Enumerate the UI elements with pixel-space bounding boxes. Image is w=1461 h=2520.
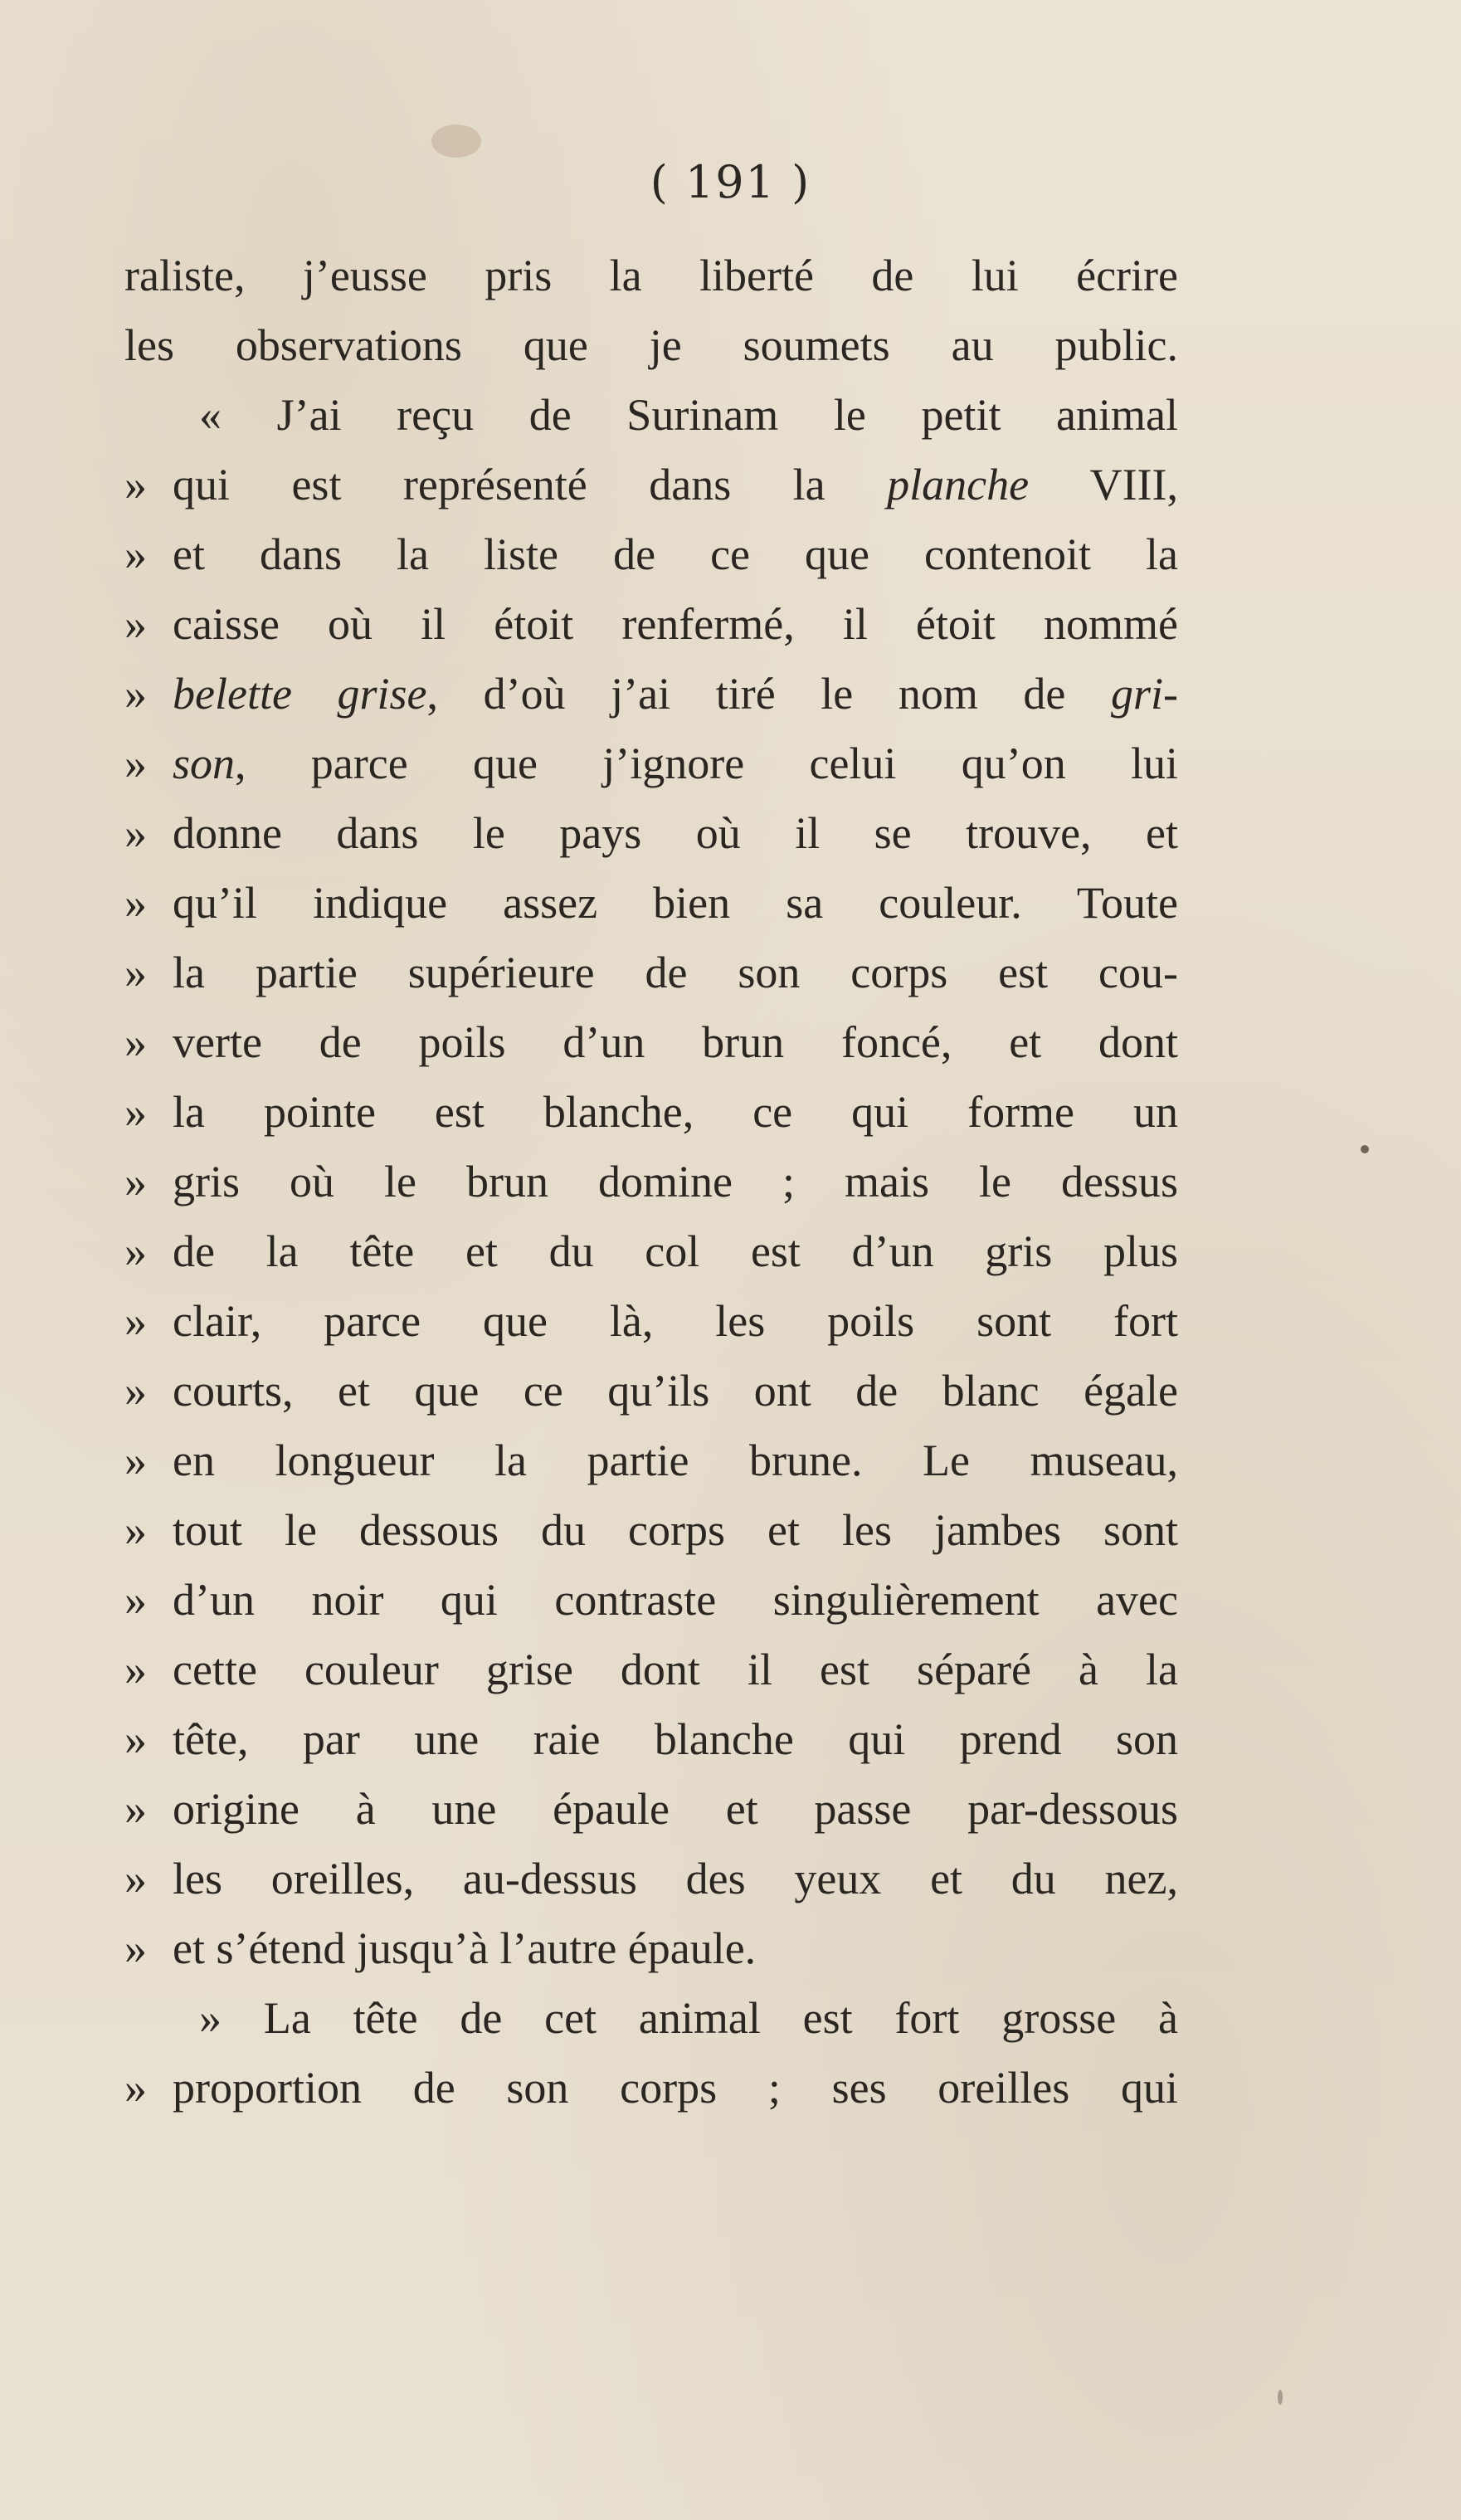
line-text: et dans la liste de ce que contenoit la [173,529,1178,579]
line-text: raliste, j’eusse pris la liberté de lui écrire [124,251,1178,300]
line-text: courts, et que ce qu’ils ont de blanc égale [173,1366,1178,1416]
line-text: tout le dessous du corps et les jambes sont [173,1505,1178,1555]
text-line [124,1356,1178,1426]
line-text: proportion de son corps ; ses oreilles qui [173,2063,1178,2113]
quote-mark: » [124,460,147,509]
quote-mark: » [124,878,147,928]
text-line [124,1565,1178,1635]
text-line [124,241,1178,310]
paper-stain [1278,2390,1283,2405]
quote-mark: » [199,1993,264,2043]
text-line [124,589,1178,659]
text-line [124,1077,1178,1147]
quote-mark: » [124,2063,147,2113]
quote-mark: » [124,1435,147,1485]
quote-mark: » [124,808,147,858]
line-text: en longueur la partie brune. Le museau, [173,1435,1178,1485]
line-text: cette couleur grise dont il est séparé à la [173,1645,1178,1694]
text-line [124,380,1178,450]
italic-text: son [173,738,236,788]
line-text: tête, par une raie blanche qui prend son [173,1714,1178,1764]
text-line [124,1774,1178,1844]
line-text: verte de poils d’un brun foncé, et dont [173,1017,1178,1067]
text-line [124,729,1178,798]
line-text: et s’étend jusqu’à l’autre épaule. [173,1923,757,1973]
line-text: , parce que j’ignore celui qu’on lui [235,738,1178,788]
quote-mark: » [124,738,147,788]
text-line [124,1913,1178,1983]
paper-stain [431,124,481,158]
text-line [124,1007,1178,1077]
line-text: , d’où j’ai tiré le nom de [426,669,1111,719]
paper-stain [1361,1145,1369,1153]
italic-text: gri- [1111,669,1178,719]
line-text: qu’il indique assez bien sa couleur. Toute [173,878,1178,928]
text-line [124,1704,1178,1774]
quote-mark: » [124,1505,147,1555]
text-line [124,1983,1178,2053]
line-text: la partie supérieure de son corps est cou- [173,948,1178,997]
text-line [124,519,1178,589]
line-text: la pointe est blanche, ce qui forme un [173,1087,1178,1137]
quote-mark: » [124,1784,147,1834]
text-line [124,659,1178,729]
quote-mark: » [124,1226,147,1276]
text-line [124,1635,1178,1704]
text-line [124,1147,1178,1216]
quote-mark: » [124,529,147,579]
quote-mark: » [124,1714,147,1764]
quote-mark: » [124,1575,147,1625]
quote-mark: » [124,1157,147,1206]
quote-mark: » [124,1645,147,1694]
page-number: ( 191 ) [650,156,811,208]
text-line [124,798,1178,868]
line-text: gris où le brun domine ; mais le dessus [173,1157,1178,1206]
line-text: de la tête et du col est d’un gris plus [173,1226,1178,1276]
quote-mark: » [124,1923,147,1973]
quote-mark: « [199,390,277,440]
line-text: VIII, [1029,460,1178,509]
line-text: caisse où il étoit renfermé, il étoit nommé [173,599,1178,649]
text-line [124,310,1178,380]
quote-mark: » [124,1366,147,1416]
italic-text: planche [887,460,1030,509]
line-text: les observations que je soumets au public. [124,320,1178,370]
text-line [124,1216,1178,1286]
text-line [124,1426,1178,1495]
line-text: clair, parce que là, les poils sont fort [173,1296,1178,1346]
text-line [124,1286,1178,1356]
text-line [124,1844,1178,1913]
text-line [124,2053,1178,2123]
line-text: d’un noir qui contraste singulièrement avec [173,1575,1178,1625]
quote-mark: » [124,599,147,649]
text-line [124,1495,1178,1565]
quote-mark: » [124,948,147,997]
line-text: La tête de cet animal est fort grosse à [263,1993,1178,2043]
text-line [124,450,1178,519]
line-text: origine à une épaule et passe par-dessous [173,1784,1178,1834]
quote-mark: » [124,1296,147,1346]
quote-mark: » [124,669,147,719]
italic-text: belette grise [173,669,427,719]
text-line [124,938,1178,1007]
line-text: qui est représenté dans la [173,460,888,509]
text-line [124,868,1178,938]
line-text: donne dans le pays où il se trouve, et [173,808,1178,858]
quote-mark: » [124,1017,147,1067]
quote-mark: » [124,1087,147,1137]
line-text: J’ai reçu de Surinam le petit animal [276,390,1178,440]
quote-mark: » [124,1854,147,1903]
body-text [124,241,1178,2123]
line-text: les oreilles, au-dessus des yeux et du nez, [173,1854,1178,1903]
